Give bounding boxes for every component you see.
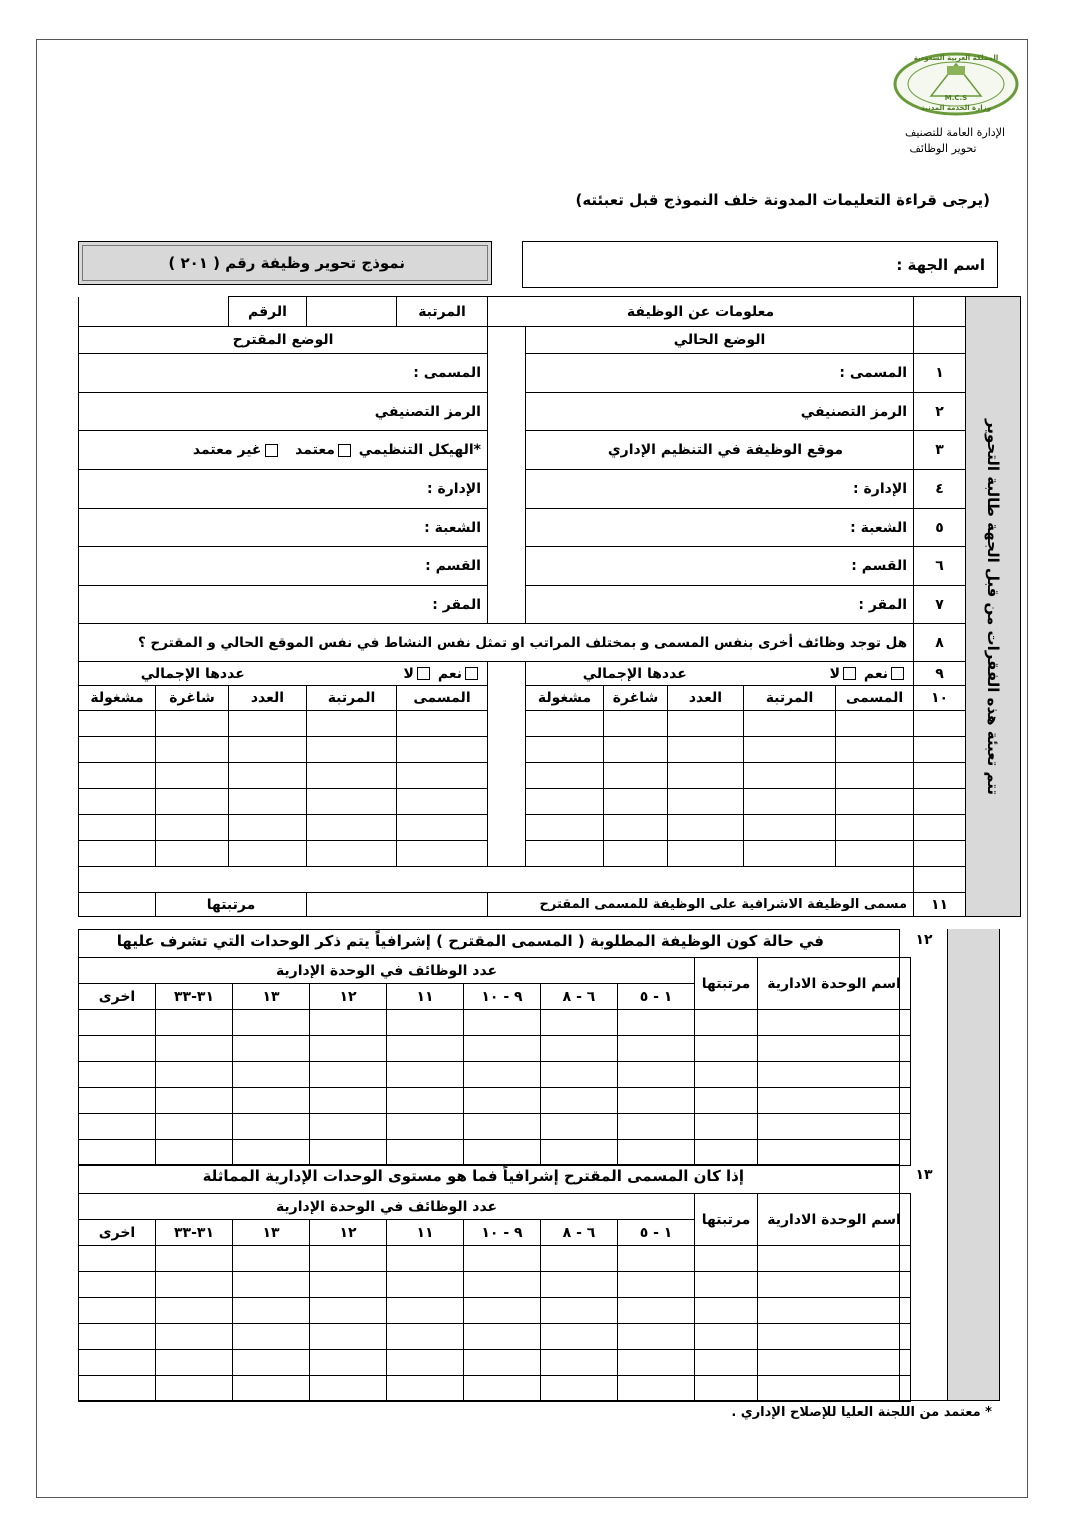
range-header: ١١ [387, 1220, 464, 1246]
q13-text: إذا كان المسمى المقترح إشرافياً فما هو مستوى الوحدات الإدارية المماثلة [202, 1167, 744, 1185]
number-label: الرقم [229, 297, 307, 327]
col-count: العدد [668, 686, 744, 711]
not-approved-checkbox[interactable] [265, 444, 278, 457]
current-total: عددها الإجمالي [526, 662, 744, 686]
job-form-table [78, 296, 1021, 917]
row-number: ٦ [914, 547, 966, 586]
col-rank: المرتبة [744, 686, 836, 711]
range-header: اخرى [79, 1220, 156, 1246]
row-number: ٤ [914, 470, 966, 509]
range-header: ٣١-٣٣ [156, 1220, 233, 1246]
q13-units-table [78, 1193, 911, 1402]
range-header: ٩ - ١٠ [464, 1220, 541, 1246]
range-header: ١١ [387, 984, 464, 1010]
range-header: اخرى [79, 984, 156, 1010]
table-row[interactable] [79, 1010, 911, 1036]
table-row[interactable] [79, 789, 1021, 815]
row-number: ١ [914, 354, 966, 393]
current-department[interactable]: الإدارة : [526, 470, 914, 509]
current-hq[interactable]: المقر : [526, 586, 914, 624]
table-row[interactable] [79, 1088, 911, 1114]
current-section[interactable]: القسم : [526, 547, 914, 586]
proposed-department[interactable]: الإدارة : [79, 470, 488, 509]
col-vacant: شاغرة [604, 686, 668, 711]
current-code[interactable]: الرمز التصنيفي [526, 393, 914, 431]
unit-rank-header: مرتبتها [695, 1194, 758, 1246]
current-header: الوضع الحالي [526, 327, 914, 354]
table-row[interactable] [79, 1114, 911, 1140]
unit-name-header: اسم الوحدة الادارية [758, 958, 911, 1010]
org-structure-label: *الهيكل التنظيمي [358, 442, 481, 458]
footnote: * معتمد من اللجنة العليا للإصلاح الإداري . [731, 1405, 992, 1420]
row-number: ٩ [914, 662, 966, 686]
col-rank: المرتبة [307, 686, 397, 711]
approved-label: معتمد [295, 442, 335, 458]
logo-mid-text: M.C.S [944, 94, 968, 102]
proposed-header: الوضع المقترح [79, 327, 488, 354]
col-count: العدد [229, 686, 307, 711]
row-number: ٧ [914, 586, 966, 624]
side-label: تتم تعبئة هذه الفقرات من قبل الجهة طالبة التحوير [966, 297, 1021, 917]
current-location[interactable]: موقع الوظيفة في التنظيم الإداري [526, 431, 914, 470]
unit-rank-header: مرتبتها [695, 958, 758, 1010]
proposed-total: عددها الإجمالي [79, 662, 307, 686]
range-header: ٦ - ٨ [541, 1220, 618, 1246]
logo-top-text: المملكة العربية السعودية [913, 54, 999, 62]
section-name: تحوير الوظائف [909, 142, 977, 155]
q12-units-table [78, 957, 911, 1166]
row-number: ١٣ [915, 1167, 933, 1183]
range-header: ١٢ [310, 984, 387, 1010]
form-title-box [78, 241, 492, 285]
table-row[interactable] [79, 1272, 911, 1298]
table-row[interactable] [79, 841, 1021, 867]
range-header: ٩ - ١٠ [464, 984, 541, 1010]
rank-label: المرتبة [397, 297, 488, 327]
range-header: ١٢ [310, 1220, 387, 1246]
not-approved-label: غير معتمد [192, 442, 262, 458]
org-structure-field [79, 431, 488, 470]
table-row[interactable] [79, 1350, 911, 1376]
proposed-no-checkbox[interactable] [417, 667, 430, 680]
question-8: هل توجد وظائف أخرى بنفس المسمى و بمختلف المراتب او تمثل نفس النشاط في نفس الموقع الحالي و المقترح ؟ [79, 624, 914, 662]
number-column [900, 929, 948, 1401]
jobs-count-header: عدد الوظائف في الوحدة الإدارية [79, 958, 695, 984]
table-row[interactable] [79, 1298, 911, 1324]
table-row[interactable] [79, 815, 1021, 841]
range-header: ١٣ [233, 1220, 310, 1246]
row-number: ١٢ [915, 932, 933, 948]
table-row[interactable] [79, 1036, 911, 1062]
approved-checkbox[interactable] [338, 444, 351, 457]
row-number: ١١ [914, 893, 966, 917]
table-row[interactable] [79, 711, 1021, 737]
department-name: الإدارة العامة للتصنيف [904, 126, 1006, 139]
q12-text: في حالة كون الوظيفة المطلوبة ( المسمى المقترح ) إشرافياً يتم ذكر الوحدات التي تشرف عليها [116, 932, 824, 950]
col-occupied: مشغولة [79, 686, 156, 711]
col-occupied: مشغولة [526, 686, 604, 711]
side-strip [948, 929, 1000, 1401]
supervisor-title-label: مسمى الوظيفة الاشرافية على الوظيفة للمسمى المقترح [488, 893, 914, 917]
jobs-count-header: عدد الوظائف في الوحدة الإدارية [79, 1194, 695, 1220]
current-title[interactable]: المسمى : [526, 354, 914, 393]
table-row[interactable] [79, 1062, 911, 1088]
range-header: ٣١-٣٣ [156, 984, 233, 1010]
proposed-yes-checkbox[interactable] [465, 667, 478, 680]
row-number: ٣ [914, 431, 966, 470]
proposed-location[interactable]: المقر : [79, 586, 488, 624]
table-row[interactable] [79, 1324, 911, 1350]
table-row[interactable] [79, 1246, 911, 1272]
job-info-label: معلومات عن الوظيفة [488, 297, 914, 327]
proposed-section[interactable]: القسم : [79, 547, 488, 586]
instruction-text: (يرجى قراءة التعليمات المدونة خلف النموذج قبل تعبئته) [575, 191, 990, 209]
row-number: ٨ [914, 624, 966, 662]
col-vacant: شاغرة [156, 686, 229, 711]
form-title: نموذج تحوير وظيفة رقم ( ٢٠١ ) [168, 254, 405, 272]
entity-name-box[interactable] [522, 241, 998, 288]
current-no-checkbox[interactable] [843, 667, 856, 680]
table-row[interactable] [79, 1140, 911, 1166]
range-header: ١ - ٥ [618, 984, 695, 1010]
logo-bottom-text: وزارة الخدمة المدنية [920, 104, 991, 112]
range-header: ٦ - ٨ [541, 984, 618, 1010]
table-row[interactable] [79, 1376, 911, 1402]
current-yes-no: نعم لا [744, 662, 914, 686]
row-number: ٢ [914, 393, 966, 431]
table-row[interactable] [79, 763, 1021, 789]
range-header: ١ - ٥ [618, 1220, 695, 1246]
range-header: ١٣ [233, 984, 310, 1010]
current-branch[interactable]: الشعبة : [526, 509, 914, 547]
proposed-code[interactable]: الرمز التصنيفي [79, 393, 488, 431]
proposed-title[interactable]: المسمى : [79, 354, 488, 393]
current-yes-checkbox[interactable] [891, 667, 904, 680]
supervisor-rank-label: مرتبتها [156, 893, 307, 917]
proposed-branch[interactable]: الشعبة : [79, 509, 488, 547]
col-title: المسمى [836, 686, 914, 711]
col-title: المسمى [397, 686, 488, 711]
row-number: ٥ [914, 509, 966, 547]
row-number: ١٠ [914, 686, 966, 711]
supervisor-rank-field[interactable] [307, 893, 488, 917]
unit-name-header: اسم الوحدة الادارية [758, 1194, 911, 1246]
table-row[interactable] [79, 737, 1021, 763]
entity-label: اسم الجهة : [896, 256, 985, 274]
proposed-yes-no: نعم لا [307, 662, 488, 686]
